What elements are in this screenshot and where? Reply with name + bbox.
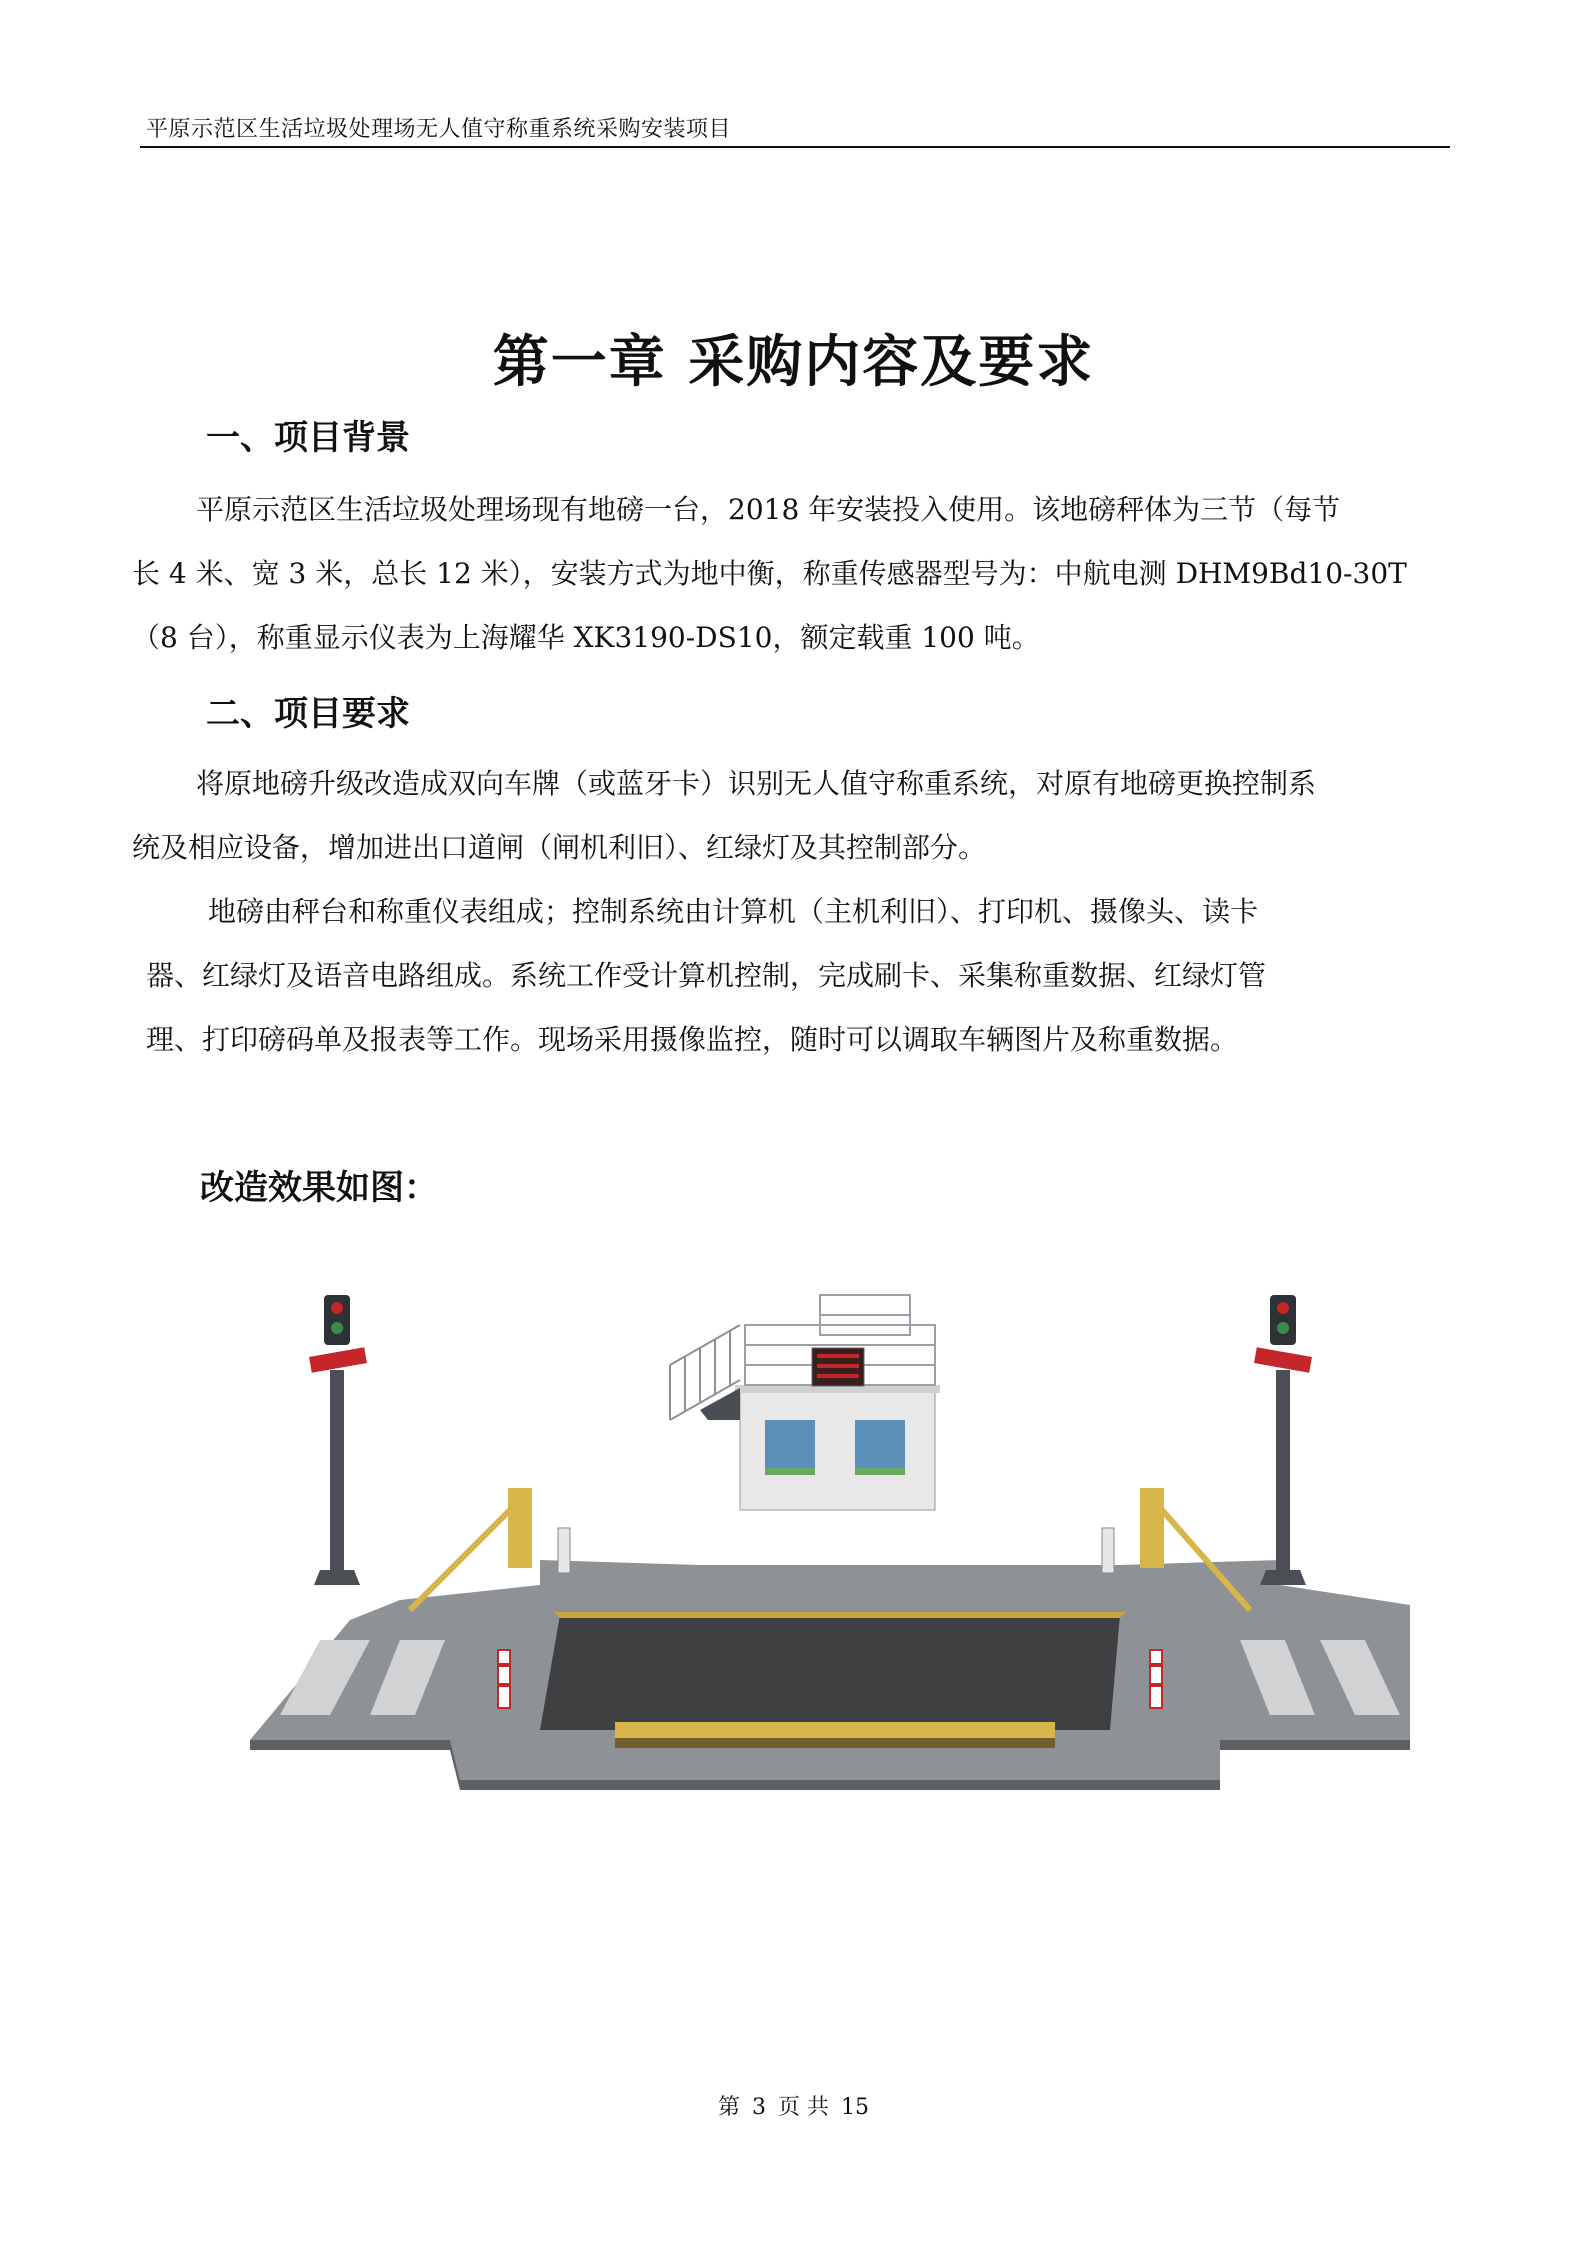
booth-window-right — [855, 1420, 905, 1475]
footer-prefix: 第 — [717, 2095, 740, 2120]
section-heading-background: 一、项目背景 — [206, 418, 410, 458]
section-heading-requirements: 二、项目要求 — [206, 694, 410, 734]
requirements-line-2: 统及相应设备，增加进出口道闸（闸机利旧）、红绿灯及其控制部分。 — [132, 831, 987, 864]
requirements-line-3: 地磅由秤台和称重仪表组成；控制系统由计算机（主机利旧）、打印机、摄像头、读卡 — [208, 895, 1259, 928]
background-line-3: （8 台），称重显示仪表为上海耀华 XK3190-DS10，额定载重 100 吨。 — [132, 621, 1040, 654]
signal-pole-right — [1254, 1295, 1312, 1585]
page-footer — [0, 2090, 1587, 2121]
background-line-1: 平原示范区生活垃圾处理场现有地磅一台，2018 年安装投入使用。该地磅秤体为三节（每节 — [196, 493, 1341, 526]
weighing-booth — [670, 1295, 940, 1510]
scale-platform — [540, 1615, 1120, 1730]
booth-window-left — [765, 1420, 815, 1475]
signal-pole-left — [309, 1295, 367, 1585]
scale-platform-rim — [554, 1612, 1126, 1618]
figure-caption: 改造效果如图： — [200, 1168, 438, 1208]
footer-middle: 页 共 — [778, 2095, 829, 2120]
header-rule — [140, 146, 1450, 148]
background-line-2: 长 4 米、宽 3 米，总长 12 米），安装方式为地中衡，称重传感器型号为：中航电测 DHM9Bd10-30T — [132, 557, 1407, 590]
platform-front-kerb — [615, 1722, 1055, 1738]
chapter-title: 第一章 采购内容及要求 — [492, 329, 1095, 395]
requirements-line-1: 将原地磅升级改造成双向车牌（或蓝牙卡）识别无人值守称重系统，对原有地磅更换控制系 — [196, 767, 1317, 800]
footer-page: 3 — [752, 2095, 766, 2120]
weighbridge-illustration — [240, 1270, 1420, 1830]
red-sign-left — [309, 1347, 367, 1372]
red-sign-right — [1254, 1347, 1312, 1372]
platform-front-face — [615, 1738, 1055, 1748]
requirements-line-4: 器、红绿灯及语音电路组成。系统工作受计算机控制，完成刷卡、采集称重数据、红绿灯管 — [146, 959, 1267, 992]
footer-total: 15 — [841, 2095, 869, 2120]
requirements-line-5: 理、打印磅码单及报表等工作。现场采用摄像监控，随时可以调取车辆图片及称重数据。 — [146, 1023, 1239, 1056]
header-title: 平原示范区生活垃圾处理场无人值守称重系统采购安装项目 — [146, 117, 732, 142]
